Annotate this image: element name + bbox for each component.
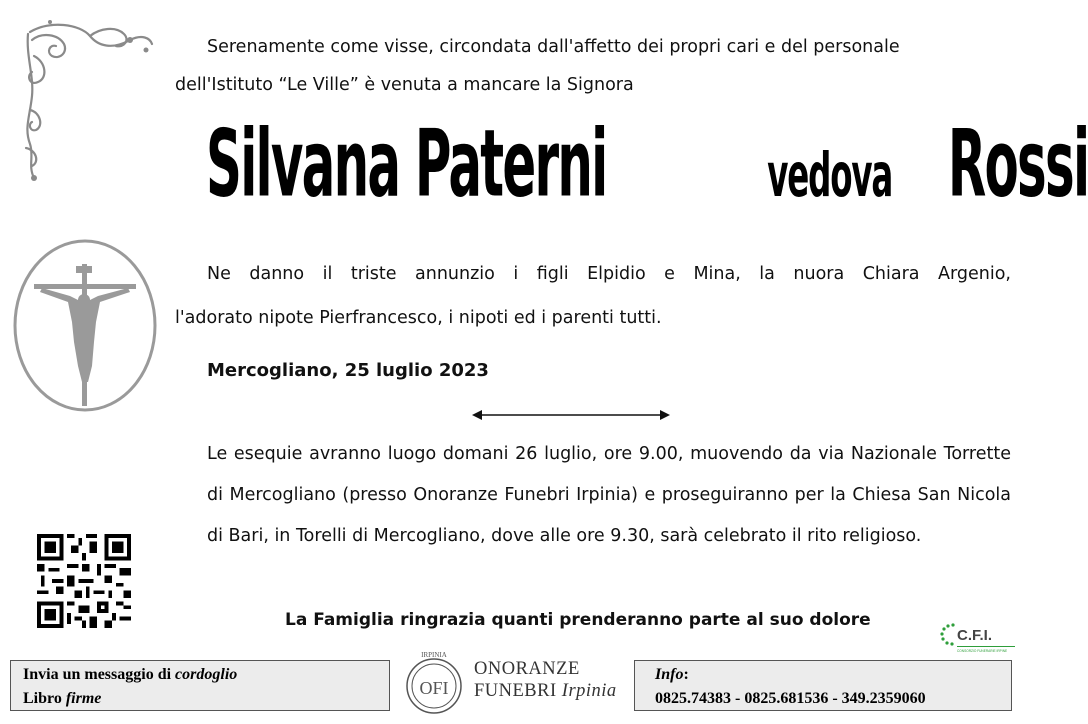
brand-name: [474, 658, 617, 702]
brand-line-1: ONORANZE: [474, 659, 580, 679]
emblem-monogram: OFI: [419, 678, 449, 698]
cfi-logo-subtext: CONSORZIO FUNERARIE IRPINE: [957, 649, 1008, 653]
family-thanks: La Famiglia ringrazia quanti prenderanno parte al suo dolore: [285, 610, 871, 630]
intro-line-2: dell'Istituto “Le Ville” è venuta a mancare la Signora: [175, 75, 634, 95]
cfi-logo-text: C.F.I.: [957, 627, 993, 644]
qr-code-icon[interactable]: [37, 534, 131, 628]
announce-line-2: l'adorato nipote Pierfrancesco, i nipoti ed i parenti tutti.: [175, 308, 662, 328]
cfi-logo: [938, 618, 1020, 654]
flourish-ornament-icon: [20, 16, 160, 186]
onoranze-emblem-icon: [404, 648, 464, 718]
name-middle: vedova: [766, 140, 892, 211]
emblem-top-text: IRPINIA: [421, 651, 447, 659]
announcement-text: [175, 252, 1011, 340]
info-box: [634, 660, 1012, 711]
funeral-paragraph: Le esequie avranno luogo domani 26 luglio, ore 9.00, muovendo da via Nazionale Torrette di Mercogliano (presso Onoranze Funebri Irpinia) e proseguiranno per la Chiesa San Nicola di Bari, in Torelli di Mercogliano, dove alle ore 9.30, sarà celebrato il rito religioso.: [207, 444, 1011, 546]
name-last: Rossi: [947, 109, 1088, 218]
guestbook-link[interactable]: Libro firme: [23, 690, 102, 707]
name-first: Silvana Paterni: [206, 109, 607, 218]
deceased-name: [200, 109, 1088, 230]
announce-line-1: Ne danno il triste annunzio i figli Elpidio e Mina, la nuora Chiara Argenio,: [207, 264, 1011, 284]
double-arrow-icon: [470, 407, 672, 423]
condolence-box[interactable]: [10, 660, 390, 711]
intro-line-1: Serenamente come visse, circondata dall'affetto dei propri cari e del personale: [207, 37, 900, 57]
crucifix-icon: [12, 238, 158, 413]
funeral-details: [175, 434, 1011, 557]
info-label: Info:: [655, 666, 689, 683]
place-date: Mercogliano, 25 luglio 2023: [207, 360, 489, 381]
phone-numbers[interactable]: 0825.74383 - 0825.681536 - 349.2359060: [655, 690, 926, 707]
brand-line-2: FUNEBRI Irpinia: [474, 681, 617, 701]
intro-text: [175, 28, 1015, 104]
condolence-link[interactable]: Invia un messaggio di cordoglio: [23, 666, 238, 683]
